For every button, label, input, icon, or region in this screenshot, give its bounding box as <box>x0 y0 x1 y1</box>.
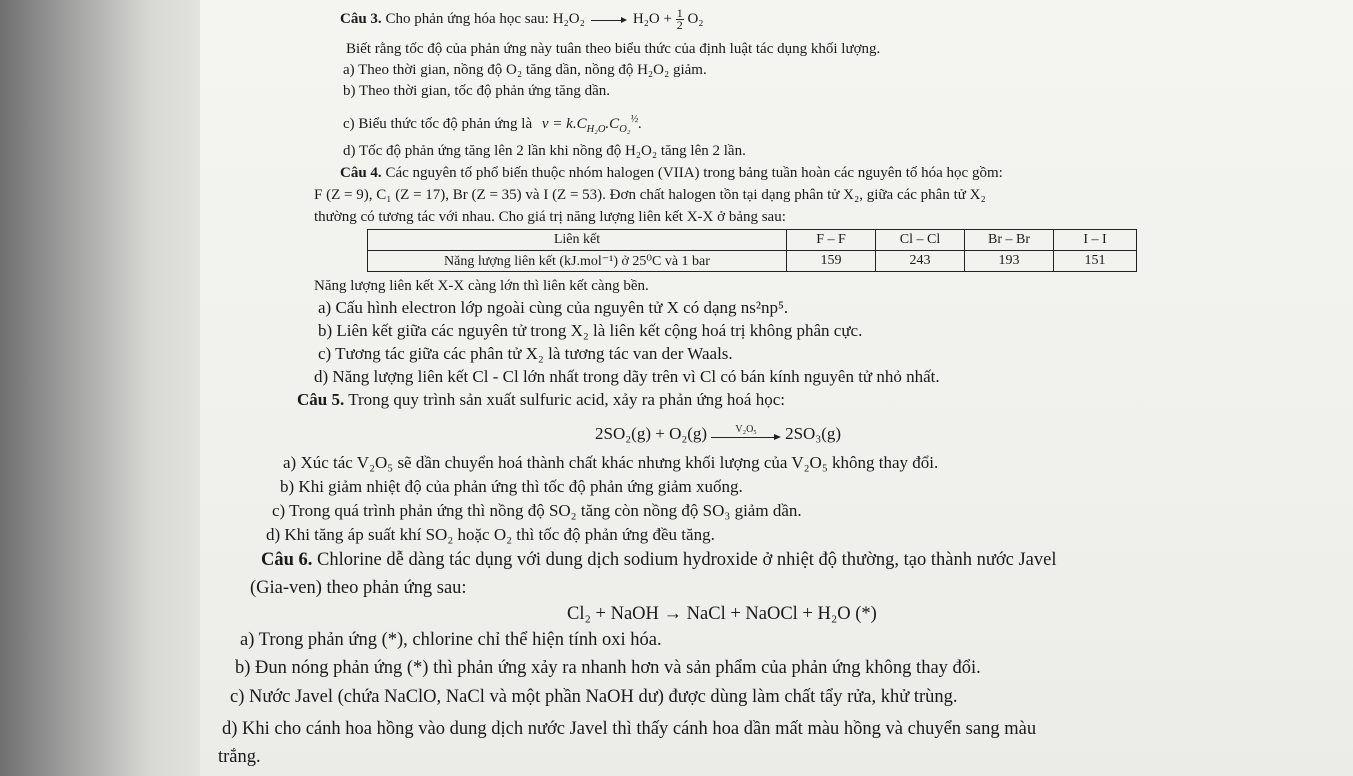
table-header-cell: I – I <box>1054 230 1137 251</box>
catalyst-arrow-icon: V₂O₅ <box>711 428 781 442</box>
q4-line3: thường có tương tác với nhau. Cho giá trị năng lượng liên kết X-X ở bảng sau: <box>314 209 786 225</box>
q5-option-b: b) Khi giảm nhiệt độ của phản ứng thì tốc độ phản ứng giảm xuống. <box>280 477 743 496</box>
q3-intro: Cho phản ứng hóa học sau: <box>385 10 549 27</box>
q6-title: Câu 6. <box>261 550 313 570</box>
q3-option-d: d) Tốc độ phản ứng tăng lên 2 lần khi nồng độ H₂O₂ tăng lên 2 lần. <box>343 143 746 159</box>
table-header-cell: Liên kết <box>368 230 787 251</box>
q6-option-a: a) Trong phản ứng (*), chlorine chỉ thể hiện tính oxi hóa. <box>240 630 662 650</box>
q4-title: Câu 4. <box>340 165 382 181</box>
q4-option-d: d) Năng lượng liên kết Cl - Cl lớn nhất trong dãy trên vì Cl có bán kính nguyên tử nhỏ nhất. <box>314 367 940 386</box>
q5-intro: Câu 5. Trong quy trình sản xuất sulfuric acid, xảy ra phản ứng hoá học: <box>297 390 785 409</box>
table-cell: 243 <box>876 251 965 272</box>
q4-line1: Câu 4. Các nguyên tố phổ biến thuộc nhóm halogen (VIIA) trong bảng tuần hoàn các nguyên tố hóa học gồm: <box>340 165 1003 181</box>
table-row <box>368 251 1137 272</box>
table-header-cell: F – F <box>787 230 876 251</box>
q3-product1: H₂O + <box>632 10 672 27</box>
table-row <box>368 230 1137 251</box>
q6-option-d: d) Khi cho cánh hoa hồng vào dung dịch nước Javel thì thấy cánh hoa dần mất màu hồng và chuyển sang màu <box>222 719 1037 739</box>
q5-option-a: a) Xúc tác V₂O₅ sẽ dần chuyển hoá thành chất khác nhưng khối lượng của V₂O₅ không thay đổi. <box>283 453 939 472</box>
table-header-cell: Br – Br <box>965 230 1054 251</box>
table-cell: 151 <box>1054 251 1137 272</box>
q5-option-d: d) Khi tăng áp suất khí SO₂ hoặc O₂ thì tốc độ phản ứng đều tăng. <box>266 525 715 544</box>
q4-option-c: c) Tương tác giữa các phân tử X₂ là tương tác van der Waals. <box>318 344 733 363</box>
q6-option-c: c) Nước Javel (chứa NaClO, NaCl và một phần NaOH dư) được dùng làm chất tẩy rửa, khử trùng. <box>230 687 958 707</box>
q6-line2: (Gia-ven) theo phản ứng sau: <box>250 578 467 598</box>
q3-reactant: H₂O₂ <box>552 10 585 27</box>
q3-option-c: c) Biểu thức tốc độ phản ứng là $v = k.C_{H_2O}.C_{O_2}^{\frac{1}{2}}$. <box>343 114 643 135</box>
table-cell: 159 <box>787 251 876 272</box>
q6-option-d-cont: trắng. <box>218 747 261 767</box>
q5-equation: 2SO₂(g) + O₂(g) V₂O₅ 2SO₃(g) <box>595 424 842 443</box>
q6-option-b: b) Đun nóng phản ứng (*) thì phản ứng xảy ra nhanh hơn và sản phẩm của phản ứng không thay đổi. <box>235 658 981 678</box>
q4-line2: F (Z = 9), C₁ (Z = 17), Br (Z = 35) và I (Z = 53). Đơn chất halogen tồn tại dạng phân tử X₂, giữa các phân tử X₂ <box>314 187 986 203</box>
q6-line1: Câu 6. Chlorine dễ dàng tác dụng với dung dịch sodium hydroxide ở nhiệt độ thường, tạo thành nước Javel <box>261 550 1057 570</box>
q3-statement: Biết rằng tốc độ của phản ứng này tuân theo biểu thức của định luật tác dụng khối lượng. <box>346 41 881 57</box>
table-row-label: Năng lượng liên kết (kJ.mol⁻¹) ở 25⁰C và 1 bar <box>368 251 787 272</box>
q3-half-fraction: $\frac{1}{2}$ <box>676 6 683 32</box>
q4-note: Năng lượng liên kết X-X càng lớn thì liên kết càng bền. <box>314 278 649 294</box>
q3-product2: O₂ <box>687 10 704 27</box>
q5-title: Câu 5. <box>297 390 345 409</box>
q3-option-b: b) Theo thời gian, tốc độ phản ứng tăng dần. <box>343 83 610 99</box>
q4-option-b: b) Liên kết giữa các nguyên tử trong X₂ là liên kết cộng hoá trị không phân cực. <box>318 321 863 340</box>
reaction-arrow-icon <box>591 16 627 24</box>
table-header-cell: Cl – Cl <box>876 230 965 251</box>
q5-option-c: c) Trong quá trình phản ứng thì nồng độ SO₂ tăng còn nồng độ SO₃ giảm dần. <box>272 501 802 520</box>
q3-header <box>340 8 704 31</box>
q3-option-a: a) Theo thời gian, nồng độ O₂ tăng dần, nồng độ H₂O₂ giảm. <box>343 62 707 78</box>
bond-energy-table <box>367 229 1137 272</box>
q3-title: Câu 3. <box>340 10 382 27</box>
q4-option-a: a) Cấu hình electron lớp ngoài cùng của nguyên tử X có dạng ns²np⁵. <box>318 298 789 317</box>
q6-equation: Cl₂ + NaOH → NaCl + NaOCl + H₂O (*) <box>567 604 877 624</box>
table-cell: 193 <box>965 251 1054 272</box>
